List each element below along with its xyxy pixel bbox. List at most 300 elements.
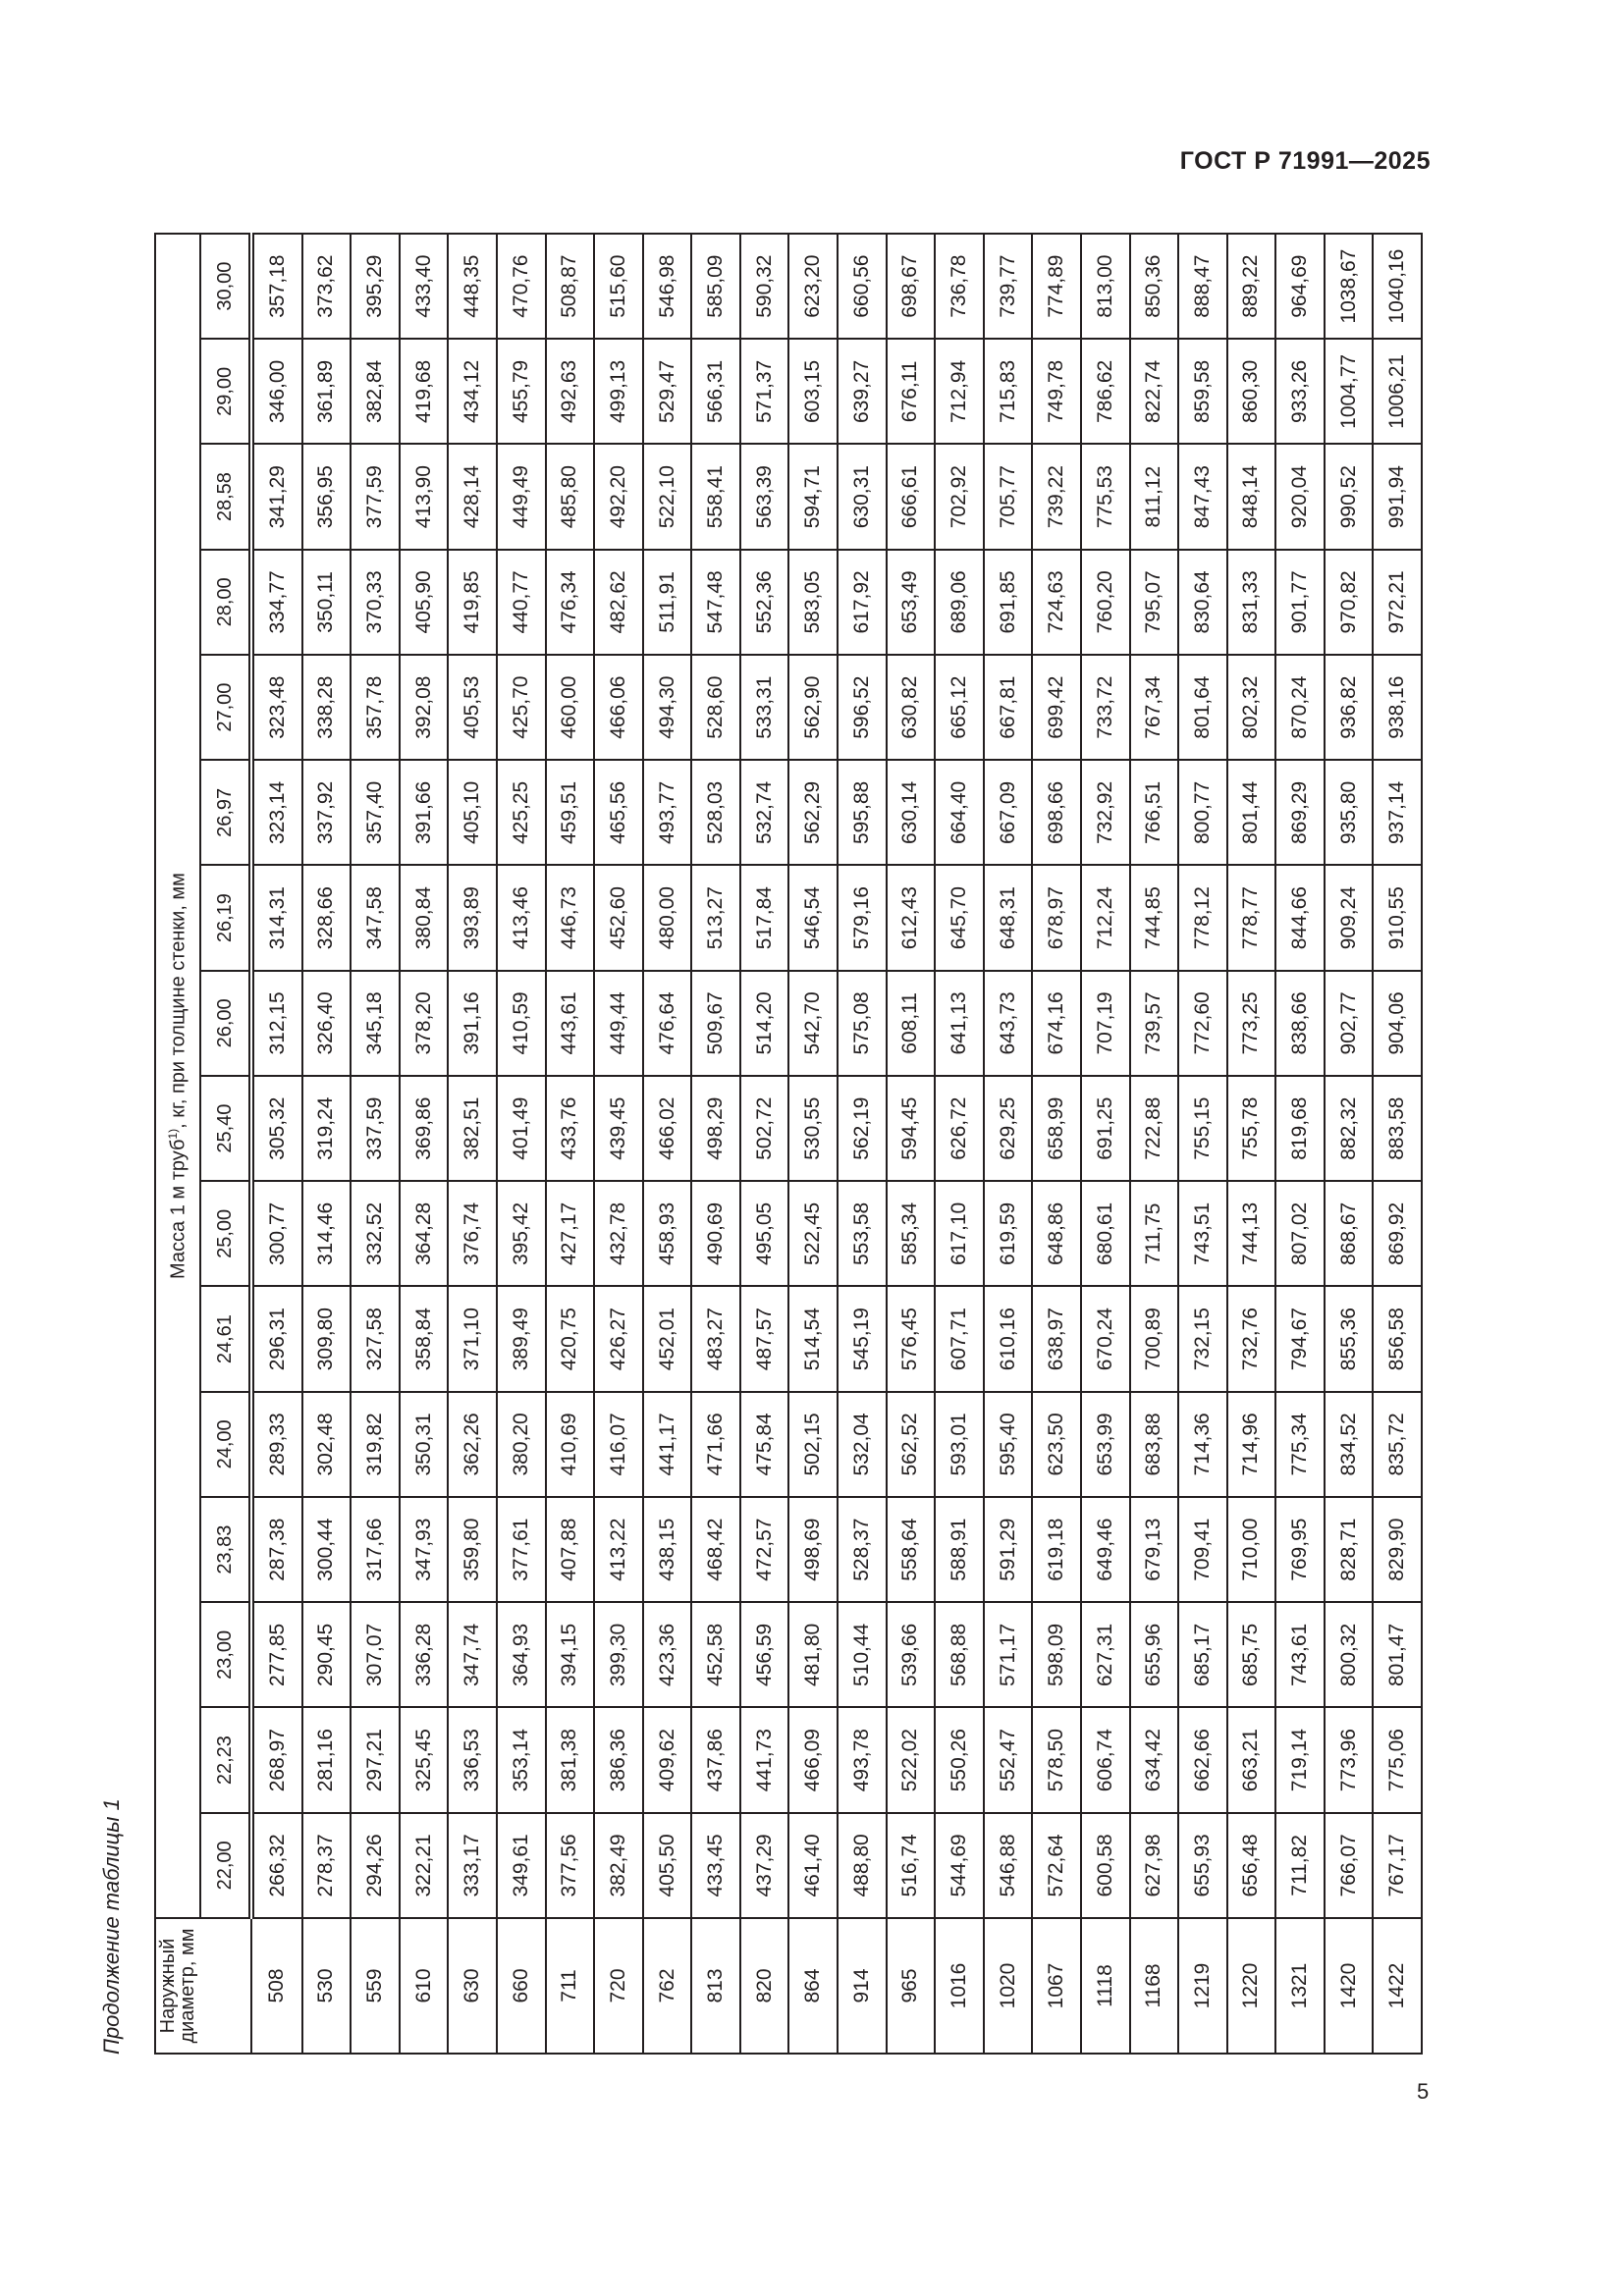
mass-cell: 829,90 (1373, 1497, 1422, 1602)
mass-cell: 347,58 (351, 866, 400, 971)
mass-cell: 550,26 (935, 1708, 984, 1813)
mass-cell: 502,15 (788, 1392, 838, 1497)
mass-cell: 667,81 (984, 655, 1033, 760)
mass-cell: 289,33 (251, 1392, 302, 1497)
mass-cell: 578,50 (1032, 1708, 1081, 1813)
mass-cell: 744,13 (1227, 1181, 1276, 1286)
mass-cell: 665,12 (935, 655, 984, 760)
table-row (984, 234, 1033, 2054)
mass-cell: 460,00 (546, 655, 595, 760)
mass-cell: 466,09 (788, 1708, 838, 1813)
mass-cell: 850,36 (1130, 234, 1179, 339)
mass-cell: 938,16 (1373, 655, 1422, 760)
mass-cell: 377,59 (351, 445, 400, 550)
mass-cell: 1038,67 (1325, 234, 1374, 339)
mass-cell: 653,49 (887, 550, 936, 655)
outer-diameter-cell: 1420 (1325, 1918, 1374, 2054)
mass-cell: 594,45 (887, 1076, 936, 1181)
mass-cell: 452,58 (691, 1602, 740, 1707)
mass-cell: 710,00 (1227, 1497, 1276, 1602)
mass-cell: 420,75 (546, 1287, 595, 1392)
mass-cell: 337,59 (351, 1076, 400, 1181)
mass-cell: 612,43 (887, 866, 936, 971)
thickness-header: 27,00 (200, 655, 251, 760)
thickness-header: 25,40 (200, 1076, 251, 1181)
mass-cell: 391,66 (400, 760, 449, 865)
mass-cell: 568,88 (935, 1602, 984, 1707)
mass-cell: 844,66 (1275, 866, 1325, 971)
mass-cell: 545,19 (838, 1287, 887, 1392)
mass-cell: 596,52 (838, 655, 887, 760)
mass-cell: 522,02 (887, 1708, 936, 1813)
mass-cell: 600,58 (1081, 1813, 1130, 1918)
mass-cell: 575,08 (838, 971, 887, 1076)
mass-cell: 481,80 (788, 1602, 838, 1707)
mass-cell: 638,97 (1032, 1287, 1081, 1392)
mass-cell: 302,48 (302, 1392, 352, 1497)
mass-cell: 514,20 (740, 971, 789, 1076)
table-row (1275, 234, 1325, 2054)
mass-cell: 494,30 (643, 655, 692, 760)
mass-cell: 386,36 (594, 1708, 643, 1813)
mass-cell: 328,66 (302, 866, 352, 971)
mass-cell: 334,77 (251, 550, 302, 655)
mass-cell: 466,06 (594, 655, 643, 760)
mass-cell: 300,44 (302, 1497, 352, 1602)
mass-cell: 775,34 (1275, 1392, 1325, 1497)
mass-cell: 416,07 (594, 1392, 643, 1497)
mass-cell: 722,88 (1130, 1076, 1179, 1181)
mass-cell: 405,90 (400, 550, 449, 655)
mass-cell: 623,50 (1032, 1392, 1081, 1497)
mass-cell: 552,36 (740, 550, 789, 655)
mass-cell: 461,40 (788, 1813, 838, 1918)
mass-cell: 1040,16 (1373, 234, 1422, 339)
mass-cell: 449,44 (594, 971, 643, 1076)
mass-cell: 392,08 (400, 655, 449, 760)
mass-cell: 488,80 (838, 1813, 887, 1918)
mass-cell: 357,18 (251, 234, 302, 339)
table-row (643, 234, 692, 2054)
mass-cell: 937,14 (1373, 760, 1422, 865)
mass-cell: 588,91 (935, 1497, 984, 1602)
mass-cell: 377,56 (546, 1813, 595, 1918)
mass-cell: 323,48 (251, 655, 302, 760)
mass-cell: 868,67 (1325, 1181, 1374, 1286)
mass-cell: 341,29 (251, 445, 302, 550)
mass-cell: 502,72 (740, 1076, 789, 1181)
table-row (1178, 234, 1227, 2054)
mass-cell: 517,84 (740, 866, 789, 971)
mass-cell: 498,69 (788, 1497, 838, 1602)
mass-cell: 410,59 (497, 971, 546, 1076)
mass-cell: 378,20 (400, 971, 449, 1076)
table-row (838, 234, 887, 2054)
table-row (1373, 234, 1422, 2054)
outer-diameter-cell: 711 (546, 1918, 595, 2054)
mass-cell: 452,60 (594, 866, 643, 971)
mass-cell: 608,11 (887, 971, 936, 1076)
table-row (887, 234, 936, 2054)
mass-cell: 495,05 (740, 1181, 789, 1286)
mass-cell: 456,59 (740, 1602, 789, 1707)
mass-cell: 336,53 (448, 1708, 497, 1813)
mass-cell: 639,27 (838, 339, 887, 444)
mass-cell: 513,27 (691, 866, 740, 971)
mass-cell: 427,17 (546, 1181, 595, 1286)
outer-diameter-cell: 559 (351, 1918, 400, 2054)
mass-cell: 702,92 (935, 445, 984, 550)
mass-cell: 795,07 (1130, 550, 1179, 655)
footnote-ref: 1) (165, 1128, 180, 1140)
mass-cell: 522,10 (643, 445, 692, 550)
mass-cell: 393,89 (448, 866, 497, 971)
mass-cell: 617,10 (935, 1181, 984, 1286)
mass-cell: 595,88 (838, 760, 887, 865)
mass-cell: 268,97 (251, 1708, 302, 1813)
mass-cell: 566,31 (691, 339, 740, 444)
table-row (351, 234, 400, 2054)
mass-cell: 493,78 (838, 1708, 887, 1813)
mass-cell: 819,68 (1275, 1076, 1325, 1181)
mass-cell: 563,39 (740, 445, 789, 550)
mass-cell: 480,00 (643, 866, 692, 971)
mass-cell: 583,05 (788, 550, 838, 655)
span-header-text: Масса 1 м труб (167, 1139, 189, 1279)
mass-cell: 425,70 (497, 655, 546, 760)
mass-cell: 547,48 (691, 550, 740, 655)
mass-cell: 546,98 (643, 234, 692, 339)
table-row (935, 234, 984, 2054)
mass-cell: 401,49 (497, 1076, 546, 1181)
mass-cell: 732,76 (1227, 1287, 1276, 1392)
mass-cell: 294,26 (351, 1813, 400, 1918)
mass-cell: 425,25 (497, 760, 546, 865)
mass-cell: 287,38 (251, 1497, 302, 1602)
mass-cell: 649,46 (1081, 1497, 1130, 1602)
mass-cell: 571,37 (740, 339, 789, 444)
mass-cell: 653,99 (1081, 1392, 1130, 1497)
mass-cell: 715,83 (984, 339, 1033, 444)
mass-cell: 904,06 (1373, 971, 1422, 1076)
mass-cell: 603,15 (788, 339, 838, 444)
mass-cell: 664,40 (935, 760, 984, 865)
table-row (691, 234, 740, 2054)
mass-cell: 627,98 (1130, 1813, 1179, 1918)
mass-cell: 413,46 (497, 866, 546, 971)
mass-cell: 539,66 (887, 1602, 936, 1707)
mass-cell: 492,20 (594, 445, 643, 550)
mass-cell: 709,41 (1178, 1497, 1227, 1602)
mass-cell: 648,31 (984, 866, 1033, 971)
mass-cell: 300,77 (251, 1181, 302, 1286)
mass-cell: 297,21 (351, 1708, 400, 1813)
mass-cell: 533,31 (740, 655, 789, 760)
mass-cell: 655,96 (1130, 1602, 1179, 1707)
mass-cell: 619,59 (984, 1181, 1033, 1286)
mass-cell: 920,04 (1275, 445, 1325, 550)
mass-cell: 743,61 (1275, 1602, 1325, 1707)
mass-cell: 528,37 (838, 1497, 887, 1602)
mass-cell: 470,76 (497, 234, 546, 339)
mass-cell: 562,52 (887, 1392, 936, 1497)
mass-cell: 901,77 (1275, 550, 1325, 655)
mass-cell: 594,71 (788, 445, 838, 550)
mass-cell: 296,31 (251, 1287, 302, 1392)
mass-cell: 426,27 (594, 1287, 643, 1392)
mass-cell: 667,09 (984, 760, 1033, 865)
mass-cell: 595,40 (984, 1392, 1033, 1497)
pipe-mass-table (154, 233, 1423, 2055)
mass-cell: 711,75 (1130, 1181, 1179, 1286)
mass-cell: 775,06 (1373, 1708, 1422, 1813)
mass-cell: 405,50 (643, 1813, 692, 1918)
mass-cell: 630,14 (887, 760, 936, 865)
mass-cell: 338,28 (302, 655, 352, 760)
thickness-header: 24,00 (200, 1392, 251, 1497)
mass-cell: 936,82 (1325, 655, 1374, 760)
table-row (1325, 234, 1374, 2054)
mass-cell: 660,56 (838, 234, 887, 339)
mass-cell: 909,24 (1325, 866, 1374, 971)
mass-cell: 739,77 (984, 234, 1033, 339)
mass-cell: 391,16 (448, 971, 497, 1076)
mass-cell: 739,57 (1130, 971, 1179, 1076)
mass-cell: 347,93 (400, 1497, 449, 1602)
mass-cell: 744,85 (1130, 866, 1179, 971)
mass-cell: 558,41 (691, 445, 740, 550)
table-caption: Продолжение таблицы 1 (99, 1798, 124, 2055)
mass-cell: 281,16 (302, 1708, 352, 1813)
mass-cell: 364,93 (497, 1602, 546, 1707)
table-body (251, 234, 1422, 2054)
mass-cell: 888,47 (1178, 234, 1227, 339)
mass-cell: 362,26 (448, 1392, 497, 1497)
row-header-outer-diameter: Наружный диаметр, мм (155, 1918, 251, 2054)
mass-cell: 452,01 (643, 1287, 692, 1392)
mass-cell: 714,36 (1178, 1392, 1227, 1497)
mass-cell: 634,42 (1130, 1708, 1179, 1813)
mass-cell: 371,10 (448, 1287, 497, 1392)
mass-cell: 705,77 (984, 445, 1033, 550)
mass-cell: 553,58 (838, 1181, 887, 1286)
mass-cell: 773,25 (1227, 971, 1276, 1076)
thickness-header: 30,00 (200, 234, 251, 339)
mass-cell: 572,64 (1032, 1813, 1081, 1918)
mass-cell: 724,63 (1032, 550, 1081, 655)
mass-cell: 1004,77 (1325, 339, 1374, 444)
mass-cell: 856,58 (1373, 1287, 1422, 1392)
mass-cell: 290,45 (302, 1602, 352, 1707)
mass-cell: 515,60 (594, 234, 643, 339)
mass-cell: 449,49 (497, 445, 546, 550)
table-row (1081, 234, 1130, 2054)
mass-cell: 627,31 (1081, 1602, 1130, 1707)
mass-cell: 433,40 (400, 234, 449, 339)
mass-cell: 902,77 (1325, 971, 1374, 1076)
mass-cell: 370,33 (351, 550, 400, 655)
mass-cell: 610,16 (984, 1287, 1033, 1392)
mass-cell: 733,72 (1081, 655, 1130, 760)
mass-cell: 663,21 (1227, 1708, 1276, 1813)
mass-cell: 685,17 (1178, 1602, 1227, 1707)
mass-cell: 350,31 (400, 1392, 449, 1497)
mass-cell: 591,29 (984, 1497, 1033, 1602)
mass-cell: 623,20 (788, 234, 838, 339)
mass-cell: 546,88 (984, 1813, 1033, 1918)
mass-cell: 698,67 (887, 234, 936, 339)
mass-cell: 433,76 (546, 1076, 595, 1181)
mass-cell: 606,74 (1081, 1708, 1130, 1813)
mass-cell: 855,36 (1325, 1287, 1374, 1392)
mass-cell: 626,72 (935, 1076, 984, 1181)
outer-diameter-cell: 530 (302, 1918, 352, 2054)
outer-diameter-cell: 1422 (1373, 1918, 1422, 2054)
mass-cell: 712,94 (935, 339, 984, 444)
table-row (1032, 234, 1081, 2054)
mass-cell: 389,49 (497, 1287, 546, 1392)
mass-cell: 395,42 (497, 1181, 546, 1286)
table-row (1227, 234, 1276, 2054)
mass-cell: 847,43 (1178, 445, 1227, 550)
mass-cell: 641,13 (935, 971, 984, 1076)
mass-cell: 380,20 (497, 1392, 546, 1497)
mass-cell: 382,49 (594, 1813, 643, 1918)
mass-cell: 499,13 (594, 339, 643, 444)
mass-cell: 772,60 (1178, 971, 1227, 1076)
outer-diameter-cell: 1219 (1178, 1918, 1227, 2054)
page-number: 5 (1417, 2079, 1430, 2104)
mass-cell: 542,70 (788, 971, 838, 1076)
mass-cell: 377,61 (497, 1497, 546, 1602)
mass-cell: 838,66 (1275, 971, 1325, 1076)
mass-cell: 361,89 (302, 339, 352, 444)
mass-cell: 305,32 (251, 1076, 302, 1181)
thickness-header: 24,61 (200, 1287, 251, 1392)
mass-cell: 683,88 (1130, 1392, 1179, 1497)
mass-cell: 630,82 (887, 655, 936, 760)
mass-cell: 813,00 (1081, 234, 1130, 339)
mass-cell: 516,74 (887, 1813, 936, 1918)
mass-cell: 544,69 (935, 1813, 984, 1918)
span-header-tail: , кг, при толщине стенки, мм (167, 873, 189, 1129)
mass-cell: 755,15 (1178, 1076, 1227, 1181)
mass-cell: 394,15 (546, 1602, 595, 1707)
mass-cell: 811,12 (1130, 445, 1179, 550)
mass-cell: 760,20 (1081, 550, 1130, 655)
mass-cell: 739,22 (1032, 445, 1081, 550)
mass-cell: 437,86 (691, 1708, 740, 1813)
mass-cell: 448,35 (448, 234, 497, 339)
mass-cell: 883,58 (1373, 1076, 1422, 1181)
mass-cell: 719,14 (1275, 1708, 1325, 1813)
outer-diameter-cell: 762 (643, 1918, 692, 2054)
outer-diameter-cell: 1020 (984, 1918, 1033, 2054)
mass-cell: 364,28 (400, 1181, 449, 1286)
mass-cell: 483,27 (691, 1287, 740, 1392)
table-row (594, 234, 643, 2054)
thickness-header: 23,83 (200, 1497, 251, 1602)
mass-cell: 468,42 (691, 1497, 740, 1602)
mass-cell: 485,80 (546, 445, 595, 550)
mass-cell: 433,45 (691, 1813, 740, 1918)
mass-cell: 700,89 (1130, 1287, 1179, 1392)
mass-cell: 307,07 (351, 1602, 400, 1707)
outer-diameter-cell: 1016 (935, 1918, 984, 2054)
mass-cell: 333,17 (448, 1813, 497, 1918)
mass-cell: 441,17 (643, 1392, 692, 1497)
mass-cell: 786,62 (1081, 339, 1130, 444)
mass-cell: 571,17 (984, 1602, 1033, 1707)
mass-cell: 419,68 (400, 339, 449, 444)
mass-cell: 802,32 (1227, 655, 1276, 760)
mass-cell: 522,45 (788, 1181, 838, 1286)
mass-cell: 619,18 (1032, 1497, 1081, 1602)
mass-cell: 679,13 (1130, 1497, 1179, 1602)
mass-cell: 935,80 (1325, 760, 1374, 865)
mass-cell: 443,61 (546, 971, 595, 1076)
thickness-header: 26,19 (200, 866, 251, 971)
mass-cell: 674,16 (1032, 971, 1081, 1076)
mass-cell: 475,84 (740, 1392, 789, 1497)
mass-cell: 576,45 (887, 1287, 936, 1392)
thickness-header: 22,23 (200, 1708, 251, 1813)
mass-cell: 319,24 (302, 1076, 352, 1181)
mass-cell: 532,04 (838, 1392, 887, 1497)
mass-cell: 766,07 (1325, 1813, 1374, 1918)
mass-cell: 472,57 (740, 1497, 789, 1602)
mass-cell: 434,12 (448, 339, 497, 444)
mass-cell: 617,92 (838, 550, 887, 655)
mass-cell: 691,85 (984, 550, 1033, 655)
mass-cell: 801,44 (1227, 760, 1276, 865)
mass-cell: 405,53 (448, 655, 497, 760)
outer-diameter-cell: 610 (400, 1918, 449, 2054)
mass-cell: 309,80 (302, 1287, 352, 1392)
mass-cell: 332,52 (351, 1181, 400, 1286)
mass-cell: 972,21 (1373, 550, 1422, 655)
mass-cell: 990,52 (1325, 445, 1374, 550)
outer-diameter-cell: 660 (497, 1918, 546, 2054)
mass-cell: 778,12 (1178, 866, 1227, 971)
mass-cell: 359,80 (448, 1497, 497, 1602)
table-row (251, 234, 302, 2054)
outer-diameter-cell: 820 (740, 1918, 789, 2054)
mass-cell: 438,15 (643, 1497, 692, 1602)
mass-cell: 357,40 (351, 760, 400, 865)
mass-cell: 767,17 (1373, 1813, 1422, 1918)
outer-diameter-cell: 1321 (1275, 1918, 1325, 2054)
mass-cell: 466,02 (643, 1076, 692, 1181)
thickness-header: 25,00 (200, 1181, 251, 1286)
mass-cell: 419,85 (448, 550, 497, 655)
mass-cell: 382,84 (351, 339, 400, 444)
thickness-header: 26,97 (200, 760, 251, 865)
mass-cell: 828,71 (1325, 1497, 1374, 1602)
mass-cell: 562,90 (788, 655, 838, 760)
mass-cell: 835,72 (1373, 1392, 1422, 1497)
mass-cell: 882,32 (1325, 1076, 1374, 1181)
mass-cell: 369,86 (400, 1076, 449, 1181)
mass-cell: 381,38 (546, 1708, 595, 1813)
mass-cell: 859,58 (1178, 339, 1227, 444)
outer-diameter-cell: 1118 (1081, 1918, 1130, 2054)
mass-cell: 707,19 (1081, 971, 1130, 1076)
mass-cell: 510,44 (838, 1602, 887, 1707)
table-row (448, 234, 497, 2054)
mass-cell: 800,32 (1325, 1602, 1374, 1707)
mass-cell: 493,77 (643, 760, 692, 865)
